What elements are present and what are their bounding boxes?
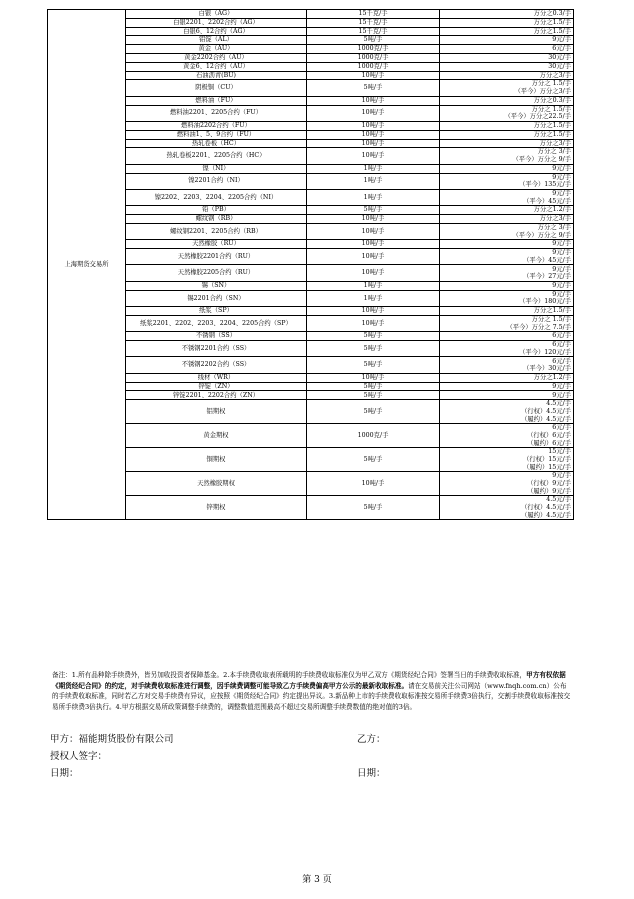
party-b-label: 乙方： bbox=[357, 734, 386, 745]
fee-line: 万分之1.5/手 bbox=[533, 18, 571, 26]
fee-line: 6元/手 bbox=[552, 357, 571, 365]
table-row bbox=[48, 71, 574, 80]
table-row bbox=[48, 496, 574, 520]
variety-cell: 不锈钢（SS） bbox=[126, 332, 307, 341]
table-row bbox=[48, 105, 574, 121]
fee-cell bbox=[440, 139, 574, 148]
fee-cell bbox=[440, 189, 574, 205]
notes-text-2: 请在交易前关注公司网站（www.fnqh.com.cn）公布的手续费收取标准，同时若乙方对交易手续费有异议，应按照《期货经纪合同》约定提出异议。3.新品种上市的手续费收取标准按交易所手续费3倍执行，交割手续费收取标准按交易所手续费3倍执行。4.甲方根据交易所政策调整手续费的，调整数值范围最高不超过交易所调整手续费数值的绝对值的3倍。 bbox=[52, 681, 571, 711]
unit-cell: 5吨/手 bbox=[307, 36, 440, 45]
fee-line: 9元/手 bbox=[552, 382, 571, 390]
fee-line: 6元/手 bbox=[552, 332, 571, 340]
table-row bbox=[48, 189, 574, 205]
unit-cell: 5吨/手 bbox=[307, 391, 440, 400]
fee-line: （履约）4.5元/手 bbox=[521, 511, 571, 519]
unit-cell: 1000克/手 bbox=[307, 424, 440, 448]
unit-cell: 10吨/手 bbox=[307, 96, 440, 105]
fee-cell bbox=[440, 357, 574, 373]
variety-cell: 铅（PB） bbox=[126, 206, 307, 215]
unit-cell: 15千克/手 bbox=[307, 18, 440, 27]
notes-text-1: 备注：1.所有品种除手续费外，皆另加收投资者保障基金。2.本手续费收取表所载明的手续费收取标准仅为甲乙双方《期货经纪合同》签署当日的手续费收取标准， bbox=[52, 671, 527, 679]
fee-cell bbox=[440, 341, 574, 357]
fee-line: 9元/手 bbox=[552, 265, 571, 273]
unit-cell: 1吨/手 bbox=[307, 164, 440, 173]
table-row bbox=[48, 281, 574, 290]
fee-line: 9元/手 bbox=[552, 290, 571, 298]
unit-cell: 5吨/手 bbox=[307, 80, 440, 96]
fee-line: 万分之3/手 bbox=[539, 71, 571, 79]
variety-cell: 锡（SN） bbox=[126, 281, 307, 290]
notes bbox=[52, 670, 572, 712]
fee-line: （履约）4.5元/手 bbox=[521, 415, 571, 423]
unit-cell: 10吨/手 bbox=[307, 148, 440, 164]
unit-cell: 10吨/手 bbox=[307, 215, 440, 224]
table-row bbox=[48, 36, 574, 45]
variety-cell: 铜期权 bbox=[126, 448, 307, 472]
table-row bbox=[48, 62, 574, 71]
fee-cell bbox=[440, 281, 574, 290]
unit-cell: 10吨/手 bbox=[307, 373, 440, 382]
variety-cell: 锌锭2201、2202合约（ZN） bbox=[126, 391, 307, 400]
fee-cell bbox=[440, 10, 574, 19]
fee-line: 6元/手 bbox=[552, 341, 571, 349]
fee-line: （平今）万分之 9/手 bbox=[512, 156, 571, 164]
fee-line: （平今）45元/手 bbox=[523, 256, 571, 264]
fee-cell bbox=[440, 448, 574, 472]
fee-line: 9元/手 bbox=[552, 190, 571, 198]
fee-line: （平今）45元/手 bbox=[523, 197, 571, 205]
variety-cell: 锌锭（ZN） bbox=[126, 382, 307, 391]
variety-cell: 白银6、12合约（AG） bbox=[126, 27, 307, 36]
table-row bbox=[48, 472, 574, 496]
fee-cell bbox=[440, 424, 574, 448]
unit-cell: 1吨/手 bbox=[307, 281, 440, 290]
fee-cell bbox=[440, 130, 574, 139]
date-b-label: 日期： bbox=[357, 768, 386, 779]
variety-cell: 黄金（AU） bbox=[126, 45, 307, 54]
fee-line: 万分之 3/手 bbox=[537, 224, 571, 231]
unit-cell: 10吨/手 bbox=[307, 130, 440, 139]
unit-cell: 10吨/手 bbox=[307, 121, 440, 130]
variety-cell: 白银2201、2202合约（AG） bbox=[126, 18, 307, 27]
unit-cell: 5吨/手 bbox=[307, 448, 440, 472]
fee-cell bbox=[440, 164, 574, 173]
table-row bbox=[48, 448, 574, 472]
variety-cell: 燃料油1、5、9合约（FU） bbox=[126, 130, 307, 139]
fee-cell bbox=[440, 400, 574, 424]
variety-cell: 阴极铜（CU） bbox=[126, 80, 307, 96]
fee-line: 9元/手 bbox=[552, 472, 571, 480]
variety-cell: 热轧卷板2201、2205合约（HC） bbox=[126, 148, 307, 164]
variety-cell: 铝期权 bbox=[126, 400, 307, 424]
table-row bbox=[48, 307, 574, 316]
fee-line: 9元/手 bbox=[552, 164, 571, 172]
fee-line: 万分之1.2/手 bbox=[533, 206, 571, 214]
fee-line: 15元/手 bbox=[548, 448, 571, 456]
table-row bbox=[48, 45, 574, 54]
fee-line: 6元/手 bbox=[552, 45, 571, 53]
unit-cell: 1000克/手 bbox=[307, 53, 440, 62]
fee-line: 万分之 3/手 bbox=[537, 148, 571, 156]
table-row bbox=[48, 139, 574, 148]
unit-cell: 10吨/手 bbox=[307, 472, 440, 496]
variety-cell: 天然橡胶（RU） bbox=[126, 240, 307, 249]
unit-cell: 5吨/手 bbox=[307, 400, 440, 424]
fee-line: 4.5元/手 bbox=[546, 400, 571, 408]
fee-line: 万分之 1.5/手 bbox=[531, 80, 571, 88]
fee-line: 万分之3/手 bbox=[539, 215, 571, 223]
fee-cell bbox=[440, 290, 574, 306]
unit-cell: 10吨/手 bbox=[307, 315, 440, 331]
fee-cell bbox=[440, 332, 574, 341]
table-row bbox=[48, 240, 574, 249]
fee-line: 万分之1.5/手 bbox=[533, 130, 571, 138]
fee-line: 万分之3/手 bbox=[539, 139, 571, 147]
table-row bbox=[48, 357, 574, 373]
fee-line: 4.5元/手 bbox=[546, 496, 571, 504]
variety-cell: 锡2201合约（SN） bbox=[126, 290, 307, 306]
fee-cell bbox=[440, 315, 574, 331]
fee-line: （履约）15元/手 bbox=[523, 463, 571, 471]
fee-cell bbox=[440, 373, 574, 382]
unit-cell: 1000克/手 bbox=[307, 62, 440, 71]
party-a-label: 甲方：福能期货股份有限公司 bbox=[50, 734, 174, 745]
fee-line: （平今）30元/手 bbox=[523, 365, 571, 373]
fee-cell bbox=[440, 45, 574, 54]
unit-cell: 10吨/手 bbox=[307, 265, 440, 281]
variety-cell: 黄金6、12合约（AU） bbox=[126, 62, 307, 71]
table-row bbox=[48, 96, 574, 105]
fee-cell bbox=[440, 71, 574, 80]
unit-cell: 1吨/手 bbox=[307, 173, 440, 189]
table-row bbox=[48, 173, 574, 189]
fee-cell bbox=[440, 148, 574, 164]
fee-line: 万分之1.5/手 bbox=[533, 122, 571, 130]
fee-line: 万分之1.5/手 bbox=[533, 307, 571, 315]
fee-line: （平今）万分之 7.5/手 bbox=[506, 323, 571, 331]
unit-cell: 15千克/手 bbox=[307, 27, 440, 36]
variety-cell: 天然橡胶2201合约（RU） bbox=[126, 249, 307, 265]
fee-cell bbox=[440, 53, 574, 62]
unit-cell: 5吨/手 bbox=[307, 357, 440, 373]
table-row bbox=[48, 164, 574, 173]
table-row bbox=[48, 121, 574, 130]
unit-cell: 1000克/手 bbox=[307, 45, 440, 54]
table-row bbox=[48, 382, 574, 391]
fee-line: （行权）4.5元/手 bbox=[521, 503, 571, 511]
fee-table bbox=[47, 9, 574, 520]
table-row bbox=[48, 148, 574, 164]
unit-cell: 5吨/手 bbox=[307, 496, 440, 520]
variety-cell: 不锈钢2202合约（SS） bbox=[126, 357, 307, 373]
unit-cell: 15千克/手 bbox=[307, 10, 440, 19]
fee-cell bbox=[440, 121, 574, 130]
fee-cell bbox=[440, 223, 574, 239]
unit-cell: 10吨/手 bbox=[307, 240, 440, 249]
unit-cell: 10吨/手 bbox=[307, 307, 440, 316]
variety-cell: 螺纹钢（RB） bbox=[126, 215, 307, 224]
variety-cell: 镍2201合约（NI） bbox=[126, 173, 307, 189]
variety-cell: 石油沥青(BU) bbox=[126, 71, 307, 80]
variety-cell: 线材（WR） bbox=[126, 373, 307, 382]
fee-line: （行权）9元/手 bbox=[527, 479, 571, 487]
fee-line: （行权）4.5元/手 bbox=[521, 407, 571, 415]
fee-cell bbox=[440, 382, 574, 391]
table-row bbox=[48, 332, 574, 341]
table-row bbox=[48, 424, 574, 448]
authorized-signature-label: 授权人签字： bbox=[50, 751, 108, 762]
exchange-name: 上海期货交易所 bbox=[48, 10, 126, 520]
fee-line: （平今）180元/手 bbox=[519, 298, 571, 306]
fee-cell bbox=[440, 391, 574, 400]
page-number: 第 3 页 bbox=[302, 875, 332, 885]
fee-cell bbox=[440, 206, 574, 215]
unit-cell: 5吨/手 bbox=[307, 341, 440, 357]
table-row bbox=[48, 315, 574, 331]
unit-cell: 5吨/手 bbox=[307, 332, 440, 341]
fee-line: （平今）27元/手 bbox=[523, 273, 571, 281]
fee-cell bbox=[440, 496, 574, 520]
date-a-label: 日期： bbox=[50, 768, 79, 779]
variety-cell: 铝锭（AL） bbox=[126, 36, 307, 45]
unit-cell: 1吨/手 bbox=[307, 290, 440, 306]
unit-cell: 10吨/手 bbox=[307, 223, 440, 239]
fee-cell bbox=[440, 18, 574, 27]
fee-line: 9元/手 bbox=[552, 391, 571, 399]
unit-cell: 1吨/手 bbox=[307, 189, 440, 205]
fee-line: 万分之 1.5/手 bbox=[531, 315, 571, 323]
fee-line: 9元/手 bbox=[552, 240, 571, 248]
table-row bbox=[48, 223, 574, 239]
fee-cell bbox=[440, 80, 574, 96]
fee-cell bbox=[440, 105, 574, 121]
fee-line: （行权）6元/手 bbox=[527, 431, 571, 439]
table-row bbox=[48, 206, 574, 215]
variety-cell: 天然橡胶2205合约（RU） bbox=[126, 265, 307, 281]
fee-line: 万分之0.3/手 bbox=[533, 10, 571, 18]
table-row bbox=[48, 400, 574, 424]
variety-cell: 燃料油2201、2205合约（FU） bbox=[126, 105, 307, 121]
notes-bold-text: 甲方有权依据《期货经纪合同》的约定，对手续费收取标准进行调整，因手续费调整可能导致乙方手续费偏高甲方公示的最新收取标准。 bbox=[52, 671, 566, 690]
unit-cell: 5吨/手 bbox=[307, 382, 440, 391]
variety-cell: 锌期权 bbox=[126, 496, 307, 520]
variety-cell: 白银（AG） bbox=[126, 10, 307, 19]
variety-cell: 纸浆（SP） bbox=[126, 307, 307, 316]
fee-line: 9元/手 bbox=[552, 173, 571, 181]
table-row bbox=[48, 373, 574, 382]
fee-line: 万分之1.2/手 bbox=[533, 373, 571, 381]
fee-cell bbox=[440, 307, 574, 316]
variety-cell: 燃料油2202合约（FU） bbox=[126, 121, 307, 130]
variety-cell: 镍2202、2203、2204、2205合约（NI） bbox=[126, 189, 307, 205]
fee-cell bbox=[440, 265, 574, 281]
variety-cell: 天然橡胶期权 bbox=[126, 472, 307, 496]
variety-cell: 镍（NI） bbox=[126, 164, 307, 173]
variety-cell: 不锈钢2201合约（SS） bbox=[126, 341, 307, 357]
fee-cell bbox=[440, 240, 574, 249]
table-row bbox=[48, 10, 574, 19]
fee-line: （平今）万分之22.5/手 bbox=[504, 113, 571, 121]
variety-cell: 纸浆2201、2202、2203、2204、2205合约（SP） bbox=[126, 315, 307, 331]
fee-line: （平今）120元/手 bbox=[519, 348, 571, 356]
unit-cell: 10吨/手 bbox=[307, 71, 440, 80]
fee-line: （履约）9元/手 bbox=[527, 487, 571, 495]
table-row bbox=[48, 215, 574, 224]
fee-line: （平今）万分之 9/手 bbox=[512, 231, 571, 239]
variety-cell: 螺纹钢2201、2205合约（RB） bbox=[126, 223, 307, 239]
fee-cell bbox=[440, 36, 574, 45]
table-row bbox=[48, 27, 574, 36]
table-row bbox=[48, 290, 574, 306]
fee-cell bbox=[440, 249, 574, 265]
table-row bbox=[48, 80, 574, 96]
variety-cell: 黄金2202合约（AU） bbox=[126, 53, 307, 62]
table-row bbox=[48, 265, 574, 281]
unit-cell: 10吨/手 bbox=[307, 105, 440, 121]
fee-line: 30元/手 bbox=[548, 54, 571, 62]
fee-cell bbox=[440, 27, 574, 36]
variety-cell: 热轧卷板（HC） bbox=[126, 139, 307, 148]
unit-cell: 5吨/手 bbox=[307, 206, 440, 215]
fee-cell bbox=[440, 96, 574, 105]
table-row bbox=[48, 53, 574, 62]
fee-line: 万分之1.5/手 bbox=[533, 27, 571, 35]
fee-cell bbox=[440, 472, 574, 496]
fee-cell bbox=[440, 62, 574, 71]
fee-cell bbox=[440, 173, 574, 189]
unit-cell: 10吨/手 bbox=[307, 139, 440, 148]
fee-line: 6元/手 bbox=[552, 424, 571, 432]
fee-line: 9元/手 bbox=[552, 281, 571, 289]
table-row bbox=[48, 249, 574, 265]
fee-line: （履约）6元/手 bbox=[527, 439, 571, 447]
table-row bbox=[48, 341, 574, 357]
fee-line: 30元/手 bbox=[548, 62, 571, 70]
unit-cell: 10吨/手 bbox=[307, 249, 440, 265]
fee-line: （行权）15元/手 bbox=[523, 455, 571, 463]
fee-cell bbox=[440, 215, 574, 224]
fee-line: 9元/手 bbox=[552, 36, 571, 44]
table-row bbox=[48, 130, 574, 139]
variety-cell: 燃料油（FU） bbox=[126, 96, 307, 105]
fee-line: 万分之0.3/手 bbox=[533, 96, 571, 104]
table-row bbox=[48, 391, 574, 400]
variety-cell: 黄金期权 bbox=[126, 424, 307, 448]
table-row bbox=[48, 18, 574, 27]
fee-line: （平今）135元/手 bbox=[519, 181, 571, 189]
fee-line: 万分之 1.5/手 bbox=[531, 105, 571, 113]
fee-line: 9元/手 bbox=[552, 249, 571, 257]
fee-line: （平今）万分之3/手 bbox=[514, 88, 571, 96]
